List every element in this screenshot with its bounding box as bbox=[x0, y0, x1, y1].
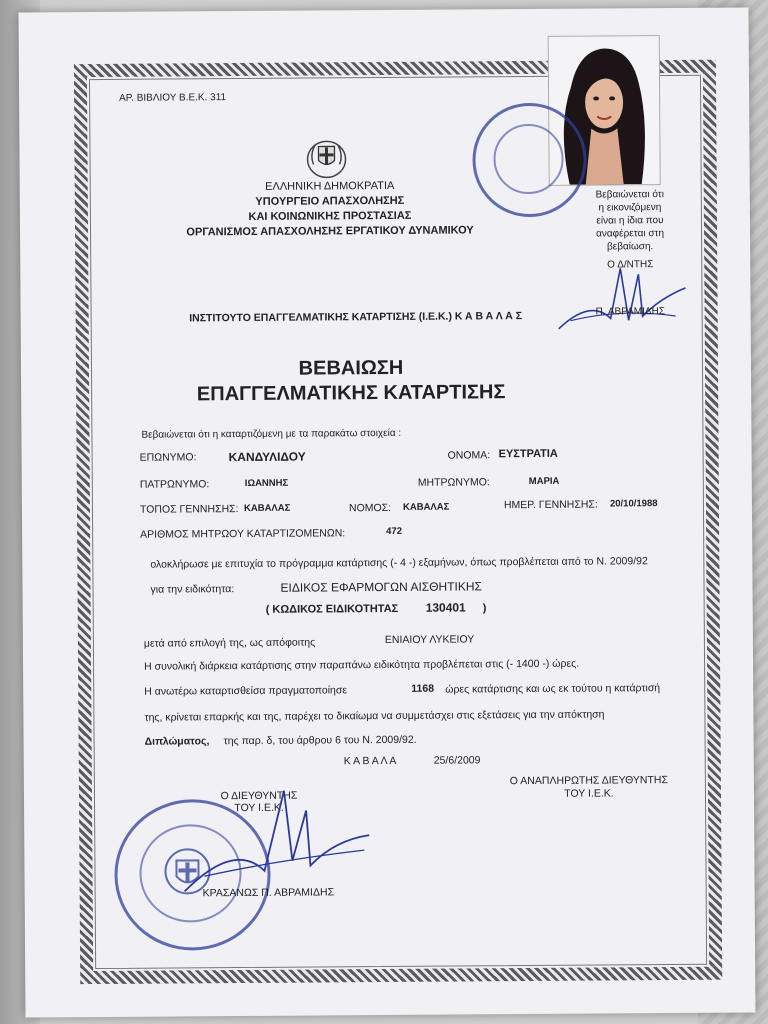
institute-name: ΙΝΣΤΙΤΟΥΤΟ ΕΠΑΓΓΕΛΜΑΤΙΚΗΣ ΚΑΤΑΡΤΙΣΗΣ (Ι.Ε.Κ.) Κ Α Β Α Λ Α Σ bbox=[189, 310, 523, 325]
mother-label: ΜΗΤΡΩΝΥΜΟ: bbox=[417, 476, 490, 489]
certificate-paper bbox=[19, 7, 756, 1017]
surname-value: ΚΑΝΔΥΛΙΔΟΥ bbox=[228, 449, 306, 465]
mother-value: ΜΑΡΙΑ bbox=[528, 475, 560, 488]
birthplace-value: ΚΑΒΑΛΑΣ bbox=[243, 502, 291, 514]
registry-value: 472 bbox=[386, 525, 403, 538]
photo-note-line4: αναφέρεται στη bbox=[596, 228, 665, 240]
photo-note-line5: βεβαίωση. bbox=[606, 241, 654, 253]
prefecture-value: ΚΑΒΑΛΑΣ bbox=[402, 501, 450, 513]
director-signature-top bbox=[550, 258, 691, 339]
name-value: ΕΥΣΤΡΑΤΙΑ bbox=[498, 447, 558, 461]
code-value: 130401 bbox=[425, 600, 466, 615]
surname-label: ΕΠΩΝΥΜΟ: bbox=[139, 451, 197, 464]
photo-note-signer: Π. ΑΒΡΑΜΙΔΗΣ bbox=[595, 306, 666, 318]
place: Κ Α Β Α Λ Α bbox=[343, 754, 397, 768]
code-label: ( ΚΩΔΙΚΟΣ ΕΙΔΙΚΟΤΗΤΑΣ bbox=[265, 602, 399, 616]
header-ministry: ΥΠΟΥΡΓΕΙΟ ΑΠΑΣΧΟΛΗΣΗΣ bbox=[255, 194, 405, 208]
name-label: ΟΝΟΜΑ: bbox=[447, 449, 491, 462]
director-title-2: ΤΟΥ Ι.Ε.Κ. bbox=[234, 801, 284, 815]
deputy-director-title-2: ΤΟΥ Ι.Ε.Κ. bbox=[564, 787, 614, 800]
photo-note-line3: είναι η ίδια που bbox=[596, 215, 664, 227]
diploma-word: Διπλώματος, bbox=[144, 735, 210, 748]
book-number: ΑΡ. ΒΙΒΛΙΟΥ Β.Ε.Κ. 311 bbox=[119, 92, 227, 104]
hours-value: 1168 bbox=[411, 682, 435, 695]
law-reference: της παρ. δ, του άρθρου 6 του Ν. 2009/92. bbox=[223, 733, 417, 748]
photo-note-line1: Βεβαιώνεται ότι bbox=[595, 189, 664, 201]
eligibility-text: της, κρίνεται επαρκής και της, παρέχει το δικαίωμα να συμμετάσχει στις εξετάσεις για την απόκτηση bbox=[144, 708, 605, 724]
birthplace-label: ΤΟΠΟΣ ΓΕΝΝΗΣΗΣ: bbox=[139, 503, 239, 516]
hours-line-start: Η ανωτέρω καταρτισθείσα πραγματοποίησε bbox=[144, 684, 348, 698]
header-organization: ΟΡΓΑΝΙΣΜΟΣ ΑΠΑΣΧΟΛΗΣΗΣ ΕΡΓΑΤΙΚΟΥ ΔΥΝΑΜΙΚΟΥ bbox=[186, 224, 474, 239]
director-name: ΚΡΑΣΑΝΩΣ Π. ΑΒΡΑΜΙΔΗΣ bbox=[202, 886, 335, 900]
top-stamp bbox=[472, 103, 587, 218]
director-title: Ο ΔΙΕΥΘΥΝΤΗΣ bbox=[220, 789, 298, 803]
photo-note-line2: η εικονιζόμενη bbox=[598, 202, 662, 214]
birthdate-value: 20/10/1988 bbox=[609, 498, 658, 510]
hours-line-end: ώρες κατάρτισης και ως εκ τούτου η κατάρτισή bbox=[445, 682, 661, 696]
photo-note-role: Ο Δ/ΝΤΗΣ bbox=[607, 259, 654, 271]
school-value: ΕΝΙΑΙΟΥ ΛΥΚΕΙΟΥ bbox=[384, 633, 475, 647]
title-training: ΕΠΑΓΓΕΛΜΑΤΙΚΗΣ ΚΑΤΑΡΤΙΣΗΣ bbox=[196, 381, 506, 406]
birthdate-label: ΗΜΕΡ. ΓΕΝΝΗΣΗΣ: bbox=[503, 498, 598, 512]
deputy-director-title: Ο ΑΝΑΠΛΗΡΩΤΗΣ ΔΙΕΥΘΥΝΤΗΣ bbox=[509, 774, 669, 788]
title-certificate: ΒΕΒΑΙΩΣΗ bbox=[298, 356, 404, 380]
registry-label: ΑΡΙΘΜΟΣ ΜΗΤΡΩΟΥ ΚΑΤΑΡΤΙΖΟΜΕΝΩΝ: bbox=[140, 527, 346, 541]
father-value: ΙΩΑΝΝΗΣ bbox=[244, 477, 289, 489]
specialty-label: για την ειδικότητα: bbox=[150, 583, 235, 596]
intro-text: Βεβαιώνεται ότι η καταρτιζόμενη με τα παρακάτω στοιχεία : bbox=[141, 427, 402, 441]
header-republic: ΕΛΛΗΝΙΚΗ ΔΗΜΟΚΡΑΤΙΑ bbox=[265, 179, 395, 193]
coat-of-arms-icon bbox=[303, 134, 349, 180]
after-label: μετά από επιλογή της, ως απόφοιτης bbox=[143, 636, 316, 650]
specialty-value: ΕΙΔΙΚΟΣ ΕΦΑΡΜΟΓΩΝ ΑΙΣΘΗΤΙΚΗΣ bbox=[280, 579, 482, 595]
date: 25/6/2009 bbox=[433, 754, 481, 767]
prefecture-label: ΝΟΜΟΣ: bbox=[348, 501, 392, 515]
completion-text: ολοκλήρωσε με επιτυχία το πρόγραμμα κατάρτισης (- 4 -) εξαμήνων, όπως προβλέπεται από το Ν. 2009/92 bbox=[150, 555, 648, 571]
header-ministry-cont: ΚΑΙ ΚΟΙΝΩΝΙΚΗΣ ΠΡΟΣΤΑΣΙΑΣ bbox=[248, 209, 412, 223]
code-close: ) bbox=[482, 602, 487, 615]
total-duration-text: Η συνολική διάρκεια κατάρτισης στην παραπάνω ειδικότητα προβλέπεται στις (- 1400 -) ώρες. bbox=[144, 657, 580, 673]
director-signature-bottom bbox=[174, 780, 375, 901]
father-label: ΠΑΤΡΩΝΥΜΟ: bbox=[139, 478, 210, 491]
